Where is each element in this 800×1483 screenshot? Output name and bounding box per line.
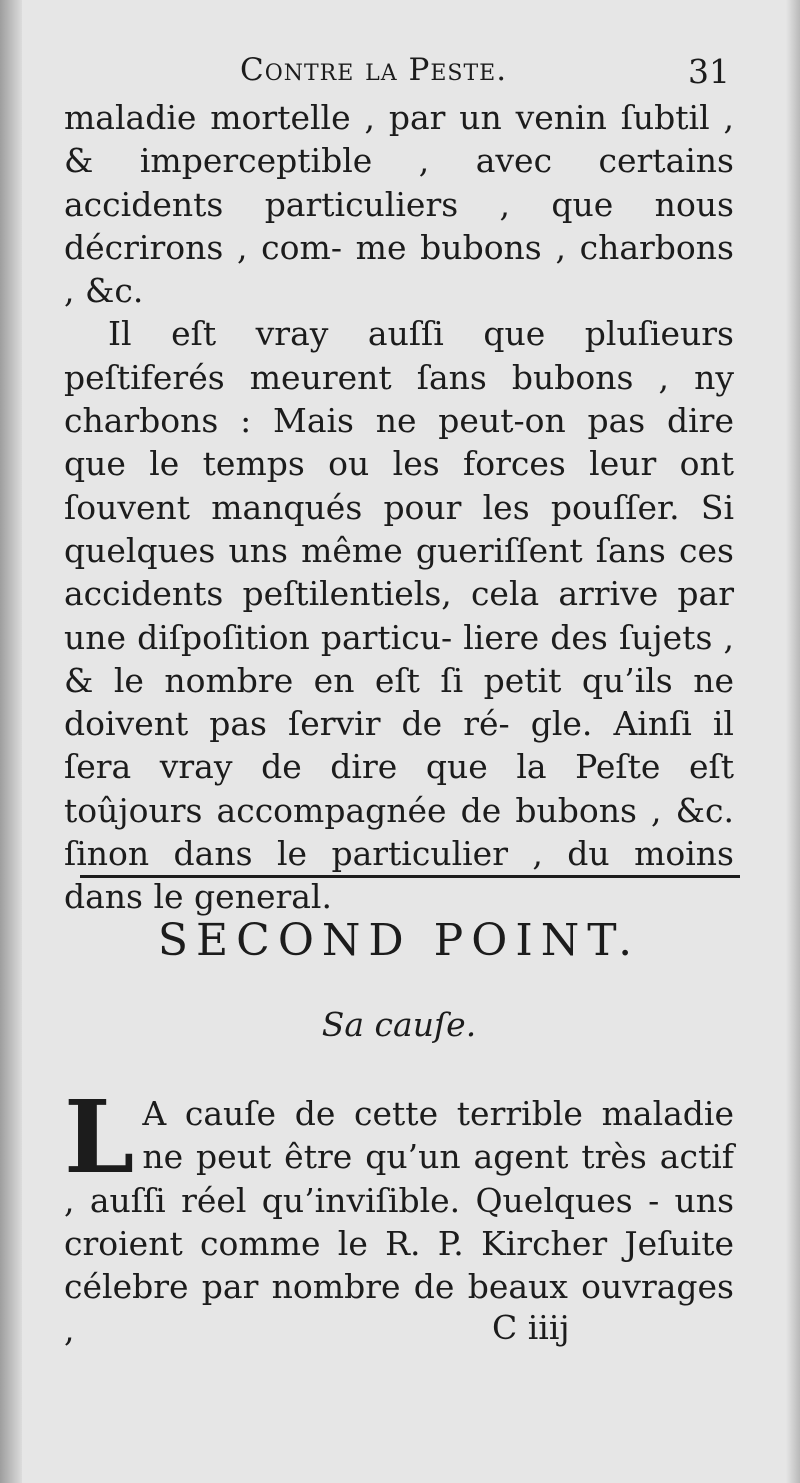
text-line: &c. ſinon dans le particulier , du moins [64,790,734,874]
section-title: SECOND POINT. [157,915,641,966]
text-line: eſt toûjours accompagnée de bubons , [64,747,734,830]
paragraph-continuation [64,96,734,312]
section-subtitle: Sa cauſe. [321,1005,477,1044]
text-line: particuliers , que nous décrirons , com- [64,184,734,267]
text-line: meurent ſans bubons , ny charbons : [64,357,735,441]
text-line: petit qu’ils ne doivent pas ſervir de ré- [64,660,734,744]
text-line: liere des ſujets , & le nombre en eſt ſi [64,617,734,700]
paragraph [64,1078,734,1352]
text-line: gueriſſent ſans ces accidents peſtilentiels, [64,530,734,614]
running-head: Contre la Peste. [240,52,508,88]
text-line: Mais ne peut-on pas dire que le temps [64,401,734,484]
drop-cap: L [64,1078,135,1196]
section-divider [80,875,740,878]
text-line: Il eſt vray auſſi que pluſieurs peſtiferés [64,314,734,397]
paragraph [64,312,734,918]
text-line: dans le general. [64,877,332,917]
body-text-cause [64,1078,734,1352]
page-number: 31 [688,52,730,91]
text-line: ou les forces leur ont ſouvent manqués [64,444,734,527]
text-line: pour les pouſſer. Si quelques uns même [64,487,734,570]
signature-mark: C iiij [492,1308,570,1347]
text-line: gle. Ainſi il ſera vray de dire que la Peſte [64,704,734,787]
text-line: me bubons , charbons , &c. [64,227,734,311]
text-line: & imperceptible , avec certains accidents [64,141,734,224]
text-line: maladie mortelle , par un venin ſubtil , [64,98,734,137]
paragraph-text: A cauſe de cette terrible maladie ne peut être qu’un agent très actif , auſſi réel qu’inviſible. Quelques - uns croient comme le R. P. Kircher Jeſuite célebre par nombre de beaux ouvrages , [64,1094,734,1350]
text-line: cela arrive par une diſpoſition particu- [64,574,735,657]
body-text [64,96,734,919]
